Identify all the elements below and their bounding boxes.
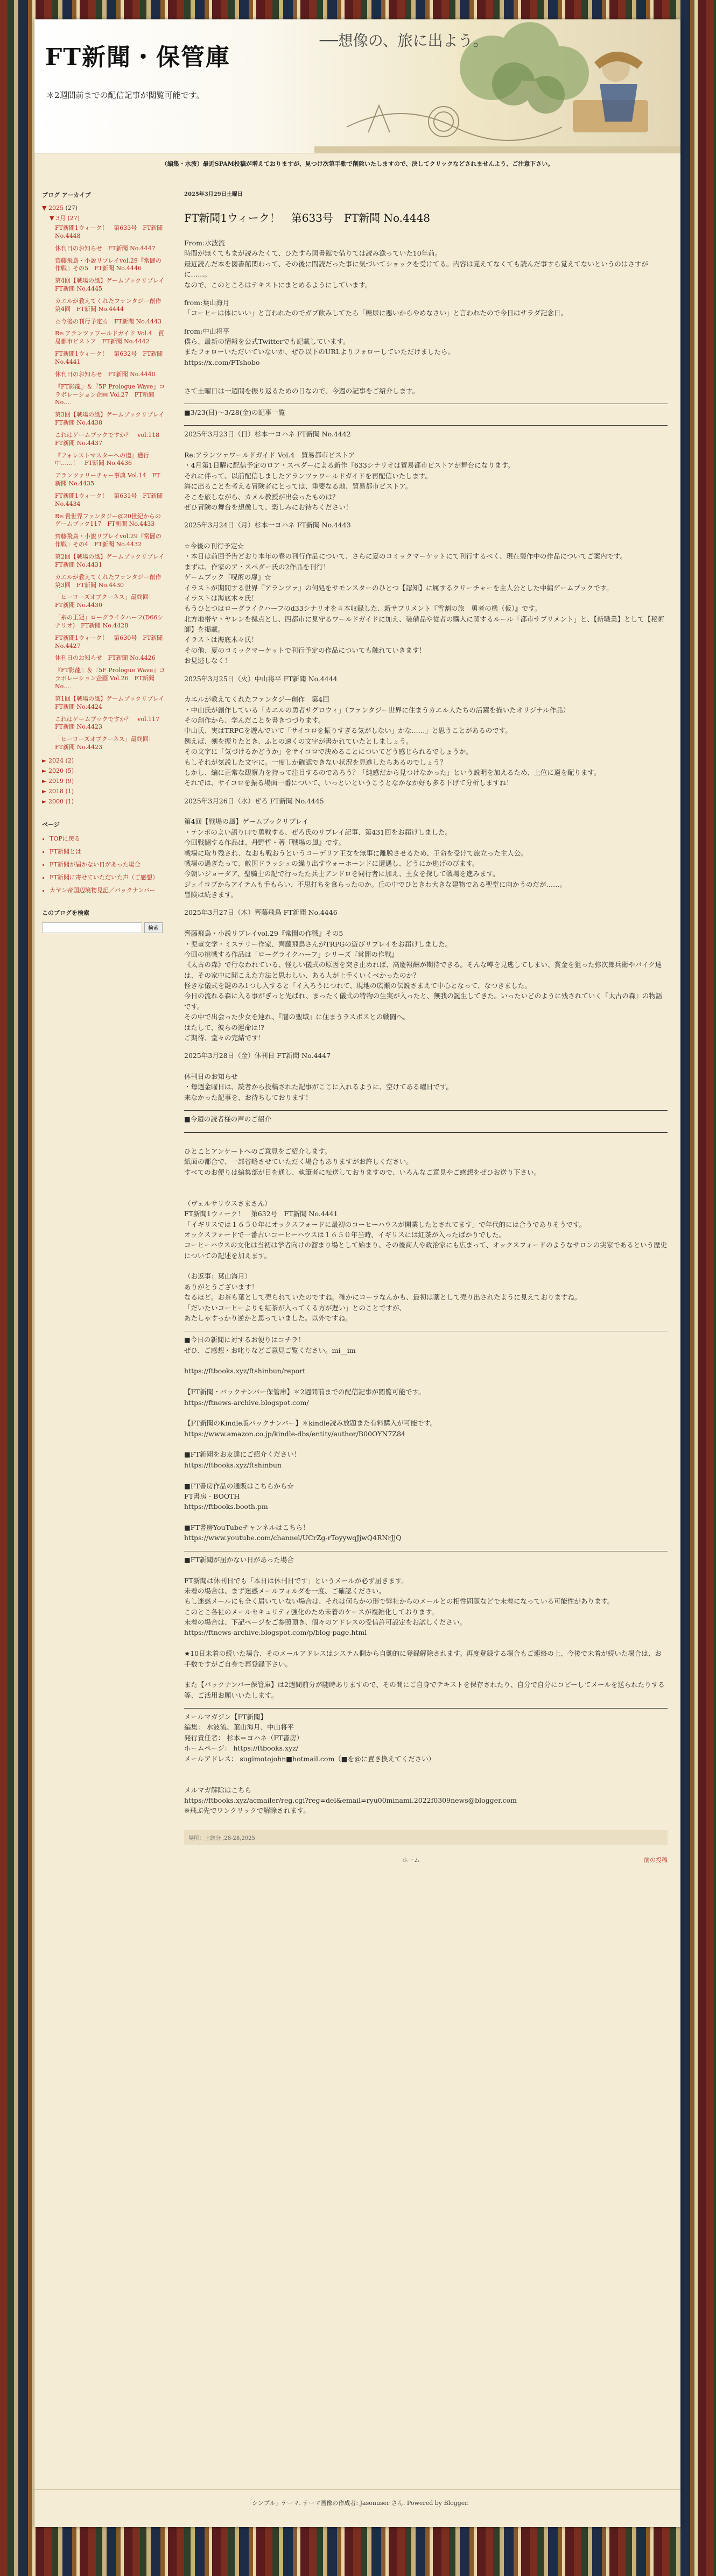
home-link[interactable]: ホーム [402, 1856, 420, 1864]
footer-divider [34, 2489, 680, 2490]
archive-post-item[interactable]: 休刊日のお知らせ FT新聞 No.4426 [55, 654, 156, 662]
search-heading: このブログを検索 [42, 909, 89, 916]
archive-year-2000[interactable]: ► 2000 (1) [42, 797, 74, 805]
post-paragraph: 2025年3月23日（日）杉本一ヨハネ FT新聞 No.4442 Re:アランツァワールドガイド Vol.4 貿易都市ビストア ・4月第1日曜に配信予定のロア・スペダーによる新作『633シナリオは貿易都市ビストアが舞台になります。 それに伴って、以前配信しましたアランツァワールドガイドを再配信いたします。 海に出ることを考える冒険者にとっては、重要なる地、貿易都市ビストア。 そこを旅しながら、カメル教授が出会ったものは？ ぜひ冒険の舞台を想像して、楽しみにお待ちください！ [184, 430, 515, 511]
pages-heading: ページ [42, 821, 60, 828]
archive-post-item[interactable]: 第1回【戦場の風】ゲームブックリプレイ FT新聞 No.4424 [55, 695, 171, 710]
archive-post-item[interactable]: カエルが教えてくれたファンタジー創作 第3回 FT新聞 No.4430 [55, 573, 167, 589]
spam-notice: （編集・水波）最近SPAM投稿が増えておりますが、見つけ次第手動で削除いたしますので、決してクリックなどされませんよう、ご注意下さい。 [161, 160, 554, 167]
search-input[interactable] [42, 922, 142, 933]
archive-post-item[interactable]: 『FT影龍』＆『5F Prologue Wave』コラボレーション企画 Vol.27 FT新聞 No.... [55, 383, 165, 406]
post-paragraph: from:葉山海月 「コーヒーは体にいい」と言われたのでガブ飲みしてたら「糖尿に悪いからやめなさい」と言われたので今日はサラダ記念日。 [184, 298, 567, 317]
archive-post-item[interactable]: Re:貴世界ファンタジー@20世紀からのゲームブック117 FT新聞 No.4433 [55, 512, 161, 528]
main-content [184, 189, 668, 1866]
archive-year-2018[interactable]: ► 2018 (1) [42, 787, 74, 795]
section-divider [184, 425, 668, 426]
archive-year-2025-count: (27) [65, 204, 78, 211]
post-paragraph: ■今週の読者様の声のご紹介 [184, 1115, 271, 1124]
archive-post-item[interactable]: 『FT影龍』＆『5F Prologue Wave』コラボレーション企画 Vol.26 FT新聞 No.... [55, 667, 165, 690]
archive-post-item[interactable]: 休刊日のお知らせ FT新聞 No.4440 [55, 370, 156, 378]
blog-header [34, 19, 680, 153]
section-divider [184, 1132, 668, 1133]
post-paragraph: ■FT新聞が届かない日があった場合 FT新聞は休刊日でも「本日は休刊日です」というメールが必ず届きます。 未着の場合は、まず迷惑メールフォルダを一度、ご確認ください。 もし迷惑メールにも全く届いていない場合は、それは何らかの形で弊社からのメールとの相性問題などで未着になっている可能性があります。 このとこ各社のメールセキュリティ強化のため未着のケースが複雑化しております。 未着の場合は、下記ページをご参照頂き、個々のアドレスの受信許可設定をお試しください。 https://ftnews-archive.blogspot.com/p/blog-page.html ★10日未着の続いた場合、そのメールアドレスはシステム側から自動的に登録解除されます。再度登録する場合もご連絡の上、今後で未着が続いた場合は、お手数ですがご自身で再登録下さい。 また【バックナンバー保管庫】は2週間前分が随時ありますので、その間にご自身でテキストを保存されたり、自分で自分にコピーしてメールを送られたりする等、ご活用お願いいたします。 [184, 1555, 665, 1699]
archive-year-2020[interactable]: ► 2020 (5) [42, 767, 74, 774]
archive-post-item[interactable]: FT新聞1ウィーク！ 第631号 FT新聞 No.4434 [55, 492, 163, 507]
section-divider [184, 1708, 668, 1709]
archive-year-2025[interactable] [42, 204, 166, 211]
archive-post-item[interactable]: 「ヒーローズオブクーネス」最終回！ FT新聞 No.4423 [55, 736, 160, 751]
archive-year-2025-label[interactable]: ▼ 2025 [42, 204, 64, 211]
archive-post-item[interactable]: カエルが教えてくれたファンタジー創作 第4回 FT新聞 No.4444 [55, 297, 167, 313]
post-paragraph: From:水波流 時間が無くてもまが読みたくて、ひたすら図書館で借りては読み漁っていた10年前。 最近読んだ本を図書館関わって、その後に間読だった事に気づいてショックを受けてる。内容は覚えてなくても読んだ事すら覚えてないというのはさすがに……。 なので、このところはテキストにまとめるようにしています。 [184, 239, 648, 289]
archive-month-march[interactable]: ▼ 3月 (27) [50, 215, 80, 222]
page-link-about[interactable]: • FT新聞とは [50, 847, 166, 856]
site-tagline: ──想像の、旅に出よう。 [320, 32, 488, 50]
archive-post-item[interactable]: 休刊日のお知らせ FT新聞 No.4447 [55, 244, 156, 252]
archive-heading: ブログ アーカイブ [42, 192, 91, 199]
archive-post-item[interactable]: アランツァリーチャー事典 Vol.14 FT新聞 No.4435 [55, 472, 160, 488]
archive-post-item[interactable]: 齊藤飛鳥・小説リプレイvol.29『常闇の作戦』その4 FT新聞 No.4432 [55, 533, 162, 548]
archive-post-item[interactable]: これはゲームブックですか？ vol.118 FT新聞 No.4437 [55, 431, 166, 447]
archive-post-item[interactable]: 第3回【戦場の風】ゲームブックリプレイ FT新聞 No.4438 [55, 411, 171, 427]
archive-year-2024[interactable]: ► 2024 (2) [42, 757, 74, 764]
site-description: ＊2週間前までの配信記事が閲覧可能です。 [46, 90, 205, 100]
archive-post-item[interactable]: これはゲームブックですか？ vol.117 FT新聞 No.4423 [55, 715, 166, 731]
post-paragraph: ■今日の新聞に対するお便りはコチラ！ ぜひ、ご感想・お叱りなどご意見ご覧ください。mi__im https://ftbooks.xyz/ftshinbun/report 【FT新聞・バックナンバー保管庫】＊2週間前までの配信記事が閲覧可能です。 https://ftnews-archive.blogspot.com/ 【FT新聞のKindle版バックナンバー】＊kindle読み放題また有料購入が可能です。 https://www.amazon.co.jp/kindle-dbs/entity/author/B00OYN7Z84 ■FT新聞をお友達にご紹介ください！ https://ftbooks.xyz/ftshinbun ■FT書房作品の通販はこちらから☆ FT書房 - BOOTH https://ftbooks.booth.pm ■FT書房YouTubeチャンネルはこちら！ https://www.youtube.com/channel/UCrZg-rToyywqJjwQ4RNrJjQ [184, 1336, 437, 1542]
page-container [34, 19, 680, 2527]
archive-post-item[interactable]: 「糸の王冠」ローグライクハーフ(D66シナリオ) FT新聞 No.4428 [55, 614, 164, 629]
archive-post-item[interactable]: 第2回【戦場の風】ゲームブックリプレイ FT新聞 No.4431 [55, 553, 171, 568]
post-title[interactable]: FT新聞1ウィーク！ 第633号 FT新聞 No.4448 [184, 211, 430, 224]
page-link-backnumber[interactable]: • カヤン帝国辺境物見記／バックナンバー [50, 886, 166, 894]
older-post-link[interactable]: 前の投稿 [644, 1856, 668, 1864]
archive-post-item[interactable]: 第4回【戦場の風】ゲームブックリプレイ FT新聞 No.4445 [55, 277, 171, 293]
search-widget [42, 908, 166, 933]
post-date: 2025年3月29日土曜日 [184, 192, 243, 197]
site-title[interactable]: FT新聞・保管庫 [45, 44, 230, 71]
post-paragraph: 2025年3月28日（金）休刊日 FT新聞 No.4447 休刊日のお知らせ ・毎週金曜日は、読者から投稿された記事がここに入れるように、空けてある曜日です。 来なかった記事を、お待ちしております！ [184, 1051, 453, 1102]
archive-post-list [55, 224, 171, 752]
page-link-top[interactable]: • TOPに戻る [50, 834, 166, 843]
archive-post-item[interactable]: 「ヒーローズオブクーネス」最終回！ FT新聞 No.4430 [55, 594, 160, 609]
post-body [184, 238, 668, 1816]
archive-post-item[interactable]: Re:アランツァワールドガイド Vol.4 貿易都市ビストア FT新聞 No.4442 [55, 330, 164, 345]
archive-post-item[interactable]: 齊藤飛鳥・小説リプレイvol.29『常闇の作戦』その5 FT新聞 No.4446 [55, 257, 162, 272]
archive-post-item[interactable]: ☆今後の刊行予定☆ FT新聞 No.4443 [55, 317, 162, 325]
post-paragraph: 2025年3月24日（月）杉本一ヨハネ FT新聞 No.4443 ☆今後の刊行予定☆ ・本日は前回予告どおり本年の春の刊行作品について、さらに夏のコミックマーケットにて刊行するべく、現在製作中の作品についてご案内です。 まずは、作家のア・スペダー氏の2作品を刊行！ ゲームブック『呪術の扉』☆ イラストが期間する世界『アランツァ』の何処をサモンスターのひとつ【認知】に属するクリーチャーを主人公とした中編ゲームブックです。 イラストは海底木々氏！ もうひとつはローグライクハーフのd33シナリオを４本収録した、新サプリメント『雪割の旅 勇者の檻（仮）』です。 北方地帯ヤ・ヤレンを拠点とし、四都市に見守るワールドガイドに加え、装備品や従者の購入に関するルール「都市サプリメント」と、【新職業】として【秘術師】を掲載。 イラストは海底木々氏！ その他、夏のコミックマーケットで刊行予定の作品についても触れていきます！ お見逃しなく！ [184, 521, 665, 665]
archive-older-years [42, 757, 166, 805]
post-paragraph: from:中山将平 僕ら、最新の情報を公式Twitterでも記載しています。 またフォローいただいていないか、ぜひ以下のURLよりフォローしていただけましたら。 https://x.com/FTshobo [184, 327, 454, 366]
post-paragraph: 2025年3月26日（水）ぜろ FT新聞 No.4445 第4回【戦場の風】ゲームブックリプレイ ・テンポのよい語り口で勇戦する、ぜろ氏のリプレイ記事、第431回をお届けしました。 今回戦闘する作品は、丹野哲・著『戦場の風』です。 戦場に取り残され、なおも戦おうというコーデリア王女を無事に離脱させるため、王命を受けて旅立った主人公。 戦場の過ぎたって、敵国ドラッシュの繰り出すウォーホーンドに遭遇し、どうにか逃げのびます。 今朝いジョーダア、聖騎士の記で行ったた兵士アンドロを同行者に加え、王女を探して戦場を進みます。 ジェイコブからアイテムも手もらい、不思打ちを食らったのか。丘の中でひときわ大きな建物である聖堂に向かうのだが……。 冒険は続きます。 [184, 796, 567, 899]
post-paragraph: さて土曜日は一週間を振り返るための日なので、今週の記事をご紹介します。 [184, 386, 419, 395]
archive-post-item[interactable]: FT新聞1ウィーク！ 第630号 FT新聞 No.4427 [55, 634, 163, 650]
archive-post-item[interactable]: FT新聞1ウィーク！ 第633号 FT新聞 No.4448 [55, 224, 163, 239]
post-paragraph: ひとことアンケートへのご意見をご紹介します。 紙面の都合で、一部省略させていただく場合もありますがお許しください。 すべてのお便りは編集部が目を通し、執筆者に転送しておりますので、いろんなご意見やご感想をぜひお送り下さい。 （ヴェルサリウスさまさん） FT新聞1ウィーク！ 第632号 FT新聞 No.4441 「イギリスでは１６５０年にオックスフォードに最初のコーヒーハウスが開業したとされてます」で年代的には合うでありそうです。 オックスフォードで一番古いコーヒーハウスは１６５０年当時、イギリスには紅茶が入ったばかりでした。 コーヒーハウスの文化は当初は学者向けの溜まり場として始まり、その後商人や政治家にも広まって、オックスフォードのようなサロンの実家であるという歴史についての記述を加えます。 （お返事：葉山海月） ありがとうございます！ なるほど。お茶も葉として売られていたのですね。確かにコーラなんかも、最初は薬として売り出されたように見えておりますね。 「だいたいコーヒーよりも紅茶が入ってくる方が遅い」とのことですが、 あたしゃすっかり逆かと思っていました。以外ですね。 [184, 1147, 668, 1322]
post-paragraph: ■3/23(日)～3/28(金)の記事一覧 [184, 408, 285, 417]
sidebar [42, 190, 171, 933]
post-footer: 場所：上総分 ,28-28,2025 [184, 1830, 668, 1845]
page-link-reader-voices[interactable]: • FT新聞に寄せていただいた声（ご感想） [50, 873, 166, 881]
attribution: 「シンプル」テーマ. テーマ画像の作成者: Jasonuser さん. Powered by Blogger. [246, 2500, 469, 2507]
pages-widget [42, 820, 166, 894]
search-button[interactable]: 検索 [144, 922, 163, 933]
archive-post-item[interactable]: FT新聞1ウィーク！ 第632号 FT新聞 No.4441 [55, 350, 163, 365]
post-paragraph: 2025年3月25日（火）中山将平 FT新聞 No.4444 カエルが教えてくれたファンタジー創作 第4回 ・中山氏が創作している「カエルの勇者サグロウィ」（ファンタジー世界に住まうカエル人たちの活躍を描いたオリジナル作品） その創作から、学んだことを書きつづります。 中山氏、実はTRPGを遊んでいて「サイコロを振りすぎる気がしない」かな……」と思うことがあるのです。 例えば、剣を振りたとき、ふとの速くの文字が書かれていたとしましょう。 その文字に「気づけるかどうか」をサイコロで決めることについてどう感じられるでしょうか。 もしそれが気説した文字に。一度しか確認できない状況を見逃したらあるのでしょう？ しかし、編に正常な観察力を持って注目するのであろう？「純感だから見つけなかった」という説明を加えるため、上位に適を配ります。 それでは、サイコロを振る場面一番について、いっといというこうとなかなか好も多る下げて分析しますね！ [184, 674, 601, 787]
post-paragraph: 2025年3月27日（木）齊藤飛鳥 FT新聞 No.4446 齊藤飛鳥・小説リプレイvol.29『常闇の作戦』その5 ・児童文学・ミステリー作家、齊藤飛鳥さんがTRPGの遊びリプレイをお届けしました。 今回の挑戦する作品は「ローグライクハーフ」シリーズ『常闇の作戦』 《太古の森》で行なわれている、怪しい儀式の原因を突き止めれば、高慶報酬が期待できる。そんな噂を見逃してしまい、賞金を狙った弥次郎兵衛やバイク達は、その家中に聞こえた方法と思わしい、ある人が上手くいくべかったのか？ 怪きな儀式を鍵のみ1つし入すると「イ入ろうにつれて、現地の広瀬の伝説さまえて中心となって、なつきました。 今日の流れる森に入る事がぎっと先ばれ、まったく儀式の特物の生実が入ったと、無我の誕生してきた。いったいどのように残されていく『太古の森』の物語です。 その中で出会った少女を連れ、『闇の聖域』に住まうラスボスとの戦闘へ。 はたして、彼らの運命は!? ご期待、堂々の完結です！ [184, 908, 663, 1042]
archive-post-item[interactable]: 『フォレストマスターへの道』遭行中……！ FT新聞 No.4436 [55, 451, 150, 467]
archive-year-2019[interactable]: ► 2019 (9) [42, 777, 74, 785]
page-link-missing-delivery[interactable]: • FT新聞が届かない日があった場合 [50, 860, 166, 869]
post-navigation [184, 1855, 668, 1866]
section-divider [184, 1110, 668, 1111]
post-paragraph: メールマガジン【FT新聞】 編集： 水波流、葉山海月、中山将平 発行責任者： 杉本＝ヨハネ（FT書房） ホームページ： https://ftbooks.xyz/ メールアドレス： sugimotojohn■hotmail.com（■を@に置き換えてください） メルマガ解除はこちら https://ftbooks.xyz/acmailer/reg.cgi?reg=del&email=ryu00minami.2022f0309news@blogger.com ※飛ぶ先でワンクリックで解除されます。 [184, 1713, 517, 1815]
